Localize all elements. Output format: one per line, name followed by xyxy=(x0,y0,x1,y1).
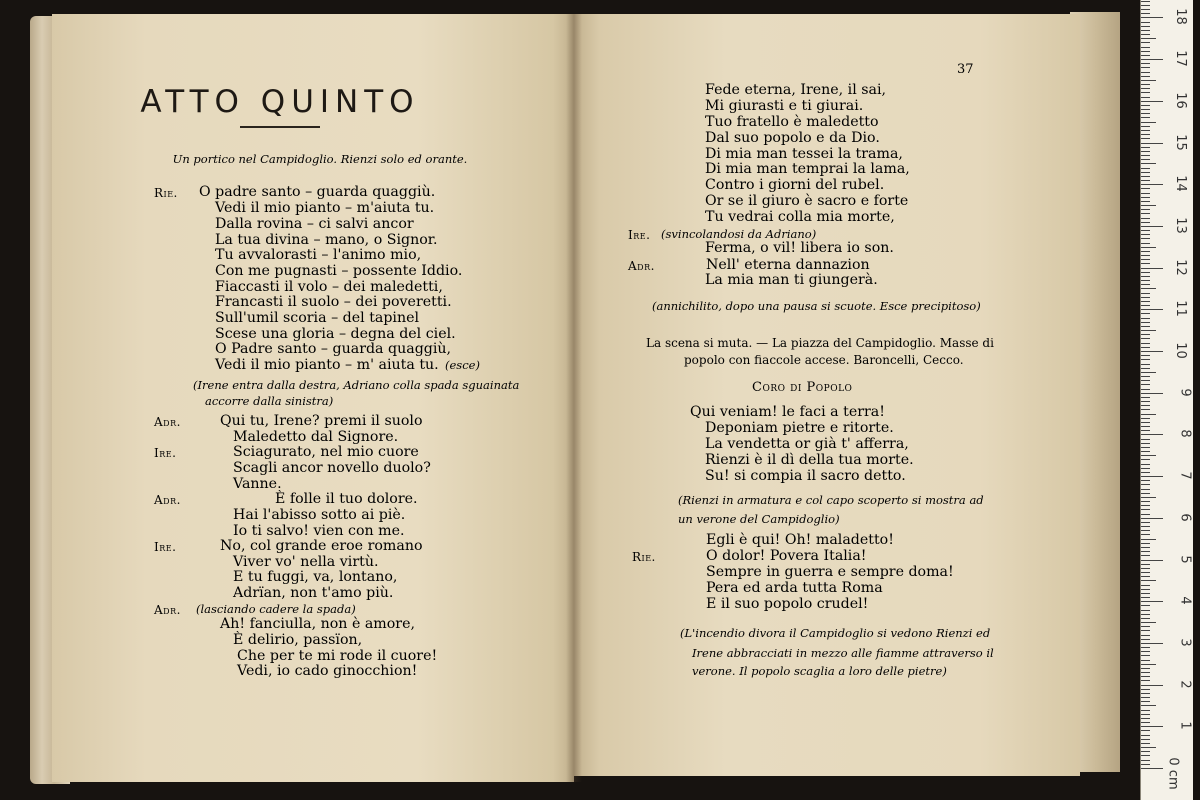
verse-line: Fede eterna, Irene, il sai, xyxy=(705,82,887,98)
ruler-tick xyxy=(1141,234,1150,235)
verse-line: Vanne. xyxy=(233,476,282,492)
verse-line: Scagli ancor novello duolo? xyxy=(233,460,431,476)
verse-line: Vedi il mio pianto – m'aiuta tu. xyxy=(215,200,435,216)
ruler-tick xyxy=(1141,113,1150,114)
ruler-tick xyxy=(1141,22,1150,23)
ruler-number: 11 xyxy=(1173,300,1189,318)
verse-line: E il suo popolo crudel! xyxy=(706,596,869,612)
ruler-tick xyxy=(1141,493,1150,494)
verse-line: Vedi il mio pianto – m' aiuta tu. xyxy=(215,357,439,373)
ruler-tick xyxy=(1141,338,1150,339)
ruler-tick xyxy=(1141,176,1150,177)
ruler-tick xyxy=(1141,284,1150,285)
ruler-number: 15 xyxy=(1173,133,1189,151)
ruler-tick xyxy=(1141,472,1150,473)
verse-line: Scese una gloria – degna del ciel. xyxy=(215,326,456,342)
ruler-tick xyxy=(1141,197,1150,198)
stage-direction: verone. Il popolo scaglia a loro delle pietre) xyxy=(692,664,947,678)
ruler-tick xyxy=(1141,42,1150,43)
ruler-tick xyxy=(1141,651,1150,652)
chorus-line: La vendetta or già t' afferra, xyxy=(705,436,909,452)
ruler-tick xyxy=(1141,209,1150,210)
ruler-tick xyxy=(1141,238,1150,239)
ruler-number: 13 xyxy=(1173,217,1189,234)
ruler-tick xyxy=(1141,718,1150,719)
ruler-tick xyxy=(1141,534,1150,535)
verse-line: Viver vo' nella virtù. xyxy=(233,554,379,570)
verse-line: La tua divina – mano, o Signor. xyxy=(215,232,438,248)
ruler-tick xyxy=(1141,101,1163,102)
ruler-tick xyxy=(1141,122,1156,123)
ruler-tick xyxy=(1141,30,1150,31)
ruler-tick xyxy=(1141,147,1150,148)
ruler-tick xyxy=(1141,188,1150,189)
ruler-tick xyxy=(1141,155,1150,156)
ruler-tick xyxy=(1141,726,1163,727)
ruler-tick xyxy=(1141,364,1150,365)
ruler-tick xyxy=(1141,509,1150,510)
speaker-label: Adr. xyxy=(628,259,655,273)
ruler-tick xyxy=(1141,409,1150,410)
ruler-tick xyxy=(1141,143,1163,144)
ruler-tick xyxy=(1141,551,1150,552)
ruler-tick xyxy=(1141,34,1150,35)
ruler-tick xyxy=(1141,117,1150,118)
chorus-line: Qui veniam! le faci a terra! xyxy=(690,404,885,420)
ruler-tick xyxy=(1141,226,1163,227)
chorus-line: Rienzi è il dì della tua morte. xyxy=(705,452,914,468)
verse-line: Tu vedrai colla mia morte, xyxy=(705,209,895,225)
verse-line: Hai l'abisso sotto ai piè. xyxy=(233,507,406,523)
ruler-tick xyxy=(1141,564,1150,565)
verse-line: Egli è qui! Oh! maladetto! xyxy=(706,532,894,548)
verse-line: Di mia man tessei la trama, xyxy=(705,146,903,162)
ruler-tick xyxy=(1141,643,1163,644)
ruler-tick xyxy=(1141,522,1150,523)
ruler-tick xyxy=(1141,655,1150,656)
verse-line: Adrïan, non t'amo più. xyxy=(233,585,394,601)
ruler-tick xyxy=(1141,426,1150,427)
speaker-label: Ire. xyxy=(154,446,177,460)
ruler-tick xyxy=(1141,105,1150,106)
ruler-tick xyxy=(1141,92,1150,93)
ruler-tick xyxy=(1141,739,1150,740)
title-ornament-rule xyxy=(240,126,320,128)
ruler-tick xyxy=(1141,480,1150,481)
ruler-tick xyxy=(1141,380,1150,381)
verse-line: Che per te mi rode il cuore! xyxy=(237,648,438,664)
ruler-tick xyxy=(1141,88,1150,89)
ruler-tick xyxy=(1141,397,1150,398)
ruler-number: 6 xyxy=(1177,513,1193,522)
ruler-tick xyxy=(1141,639,1150,640)
ruler-tick xyxy=(1141,489,1150,490)
ruler-tick xyxy=(1141,184,1163,185)
verse-line: O dolor! Povera Italia! xyxy=(706,548,867,564)
scene-change-line: popolo con fiaccole accese. Baroncelli, Cecco. xyxy=(684,353,964,367)
ruler-tick xyxy=(1141,376,1150,377)
ruler-tick xyxy=(1141,243,1150,244)
ruler-tick xyxy=(1141,351,1163,352)
ruler-number: 8 xyxy=(1177,429,1193,439)
ruler-tick xyxy=(1141,322,1150,323)
stage-direction: (lasciando cadere la spada) xyxy=(196,602,356,616)
verse-line: Ferma, o vil! libera io son. xyxy=(705,240,894,256)
ruler-tick xyxy=(1141,705,1156,706)
ruler-tick xyxy=(1141,126,1150,127)
ruler-tick xyxy=(1141,434,1163,435)
ruler-tick xyxy=(1141,701,1150,702)
ruler-tick xyxy=(1141,272,1150,273)
ruler-tick xyxy=(1141,451,1150,452)
ruler-tick xyxy=(1141,722,1150,723)
ruler-tick xyxy=(1141,555,1150,556)
ruler-tick xyxy=(1141,576,1150,577)
ruler-tick xyxy=(1141,484,1150,485)
ruler-tick xyxy=(1141,630,1150,631)
ruler-number: 18 xyxy=(1173,8,1189,26)
ruler-tick xyxy=(1141,760,1150,761)
ruler-tick xyxy=(1141,330,1156,331)
page-number: 37 xyxy=(957,62,974,77)
ruler-tick xyxy=(1141,697,1150,698)
ruler-tick xyxy=(1141,464,1150,465)
ruler-tick xyxy=(1141,193,1150,194)
ruler-tick xyxy=(1141,213,1150,214)
ruler-number: 16 xyxy=(1173,92,1189,109)
ruler-tick xyxy=(1141,276,1150,277)
ruler-tick xyxy=(1141,414,1156,415)
act-title: ATTO QUINTO xyxy=(140,84,420,120)
ruler-tick xyxy=(1141,647,1150,648)
ruler-tick xyxy=(1141,730,1150,731)
verse-line: È folle il tuo dolore. xyxy=(275,491,418,507)
stage-direction: (esce) xyxy=(445,358,480,372)
ruler-tick xyxy=(1141,518,1163,519)
speaker-label: Adr. xyxy=(154,493,181,507)
verse-line: Dalla rovina – ci salvi ancor xyxy=(215,216,414,232)
ruler-tick xyxy=(1141,159,1150,160)
ruler-tick xyxy=(1141,747,1156,748)
ruler-tick xyxy=(1141,372,1156,373)
ruler-tick xyxy=(1141,51,1150,52)
ruler-tick xyxy=(1141,222,1150,223)
verse-line: Vedi, io cado ginocchion! xyxy=(237,663,418,679)
ruler-tick xyxy=(1141,505,1150,506)
ruler-tick xyxy=(1141,163,1156,164)
chorus-line: Deponiam pietre e ritorte. xyxy=(705,420,894,436)
verse-line: E tu fuggi, va, lontano, xyxy=(233,569,398,585)
verse-line: La mia man ti giungerà. xyxy=(705,272,878,288)
ruler-tick xyxy=(1141,418,1150,419)
ruler-tick xyxy=(1141,393,1163,394)
ruler-tick xyxy=(1141,610,1150,611)
stage-direction: (Rienzi in armatura e col capo scoperto si mostra ad xyxy=(678,493,984,507)
ruler-tick xyxy=(1141,422,1150,423)
ruler-tick xyxy=(1141,355,1150,356)
ruler-number: 10 xyxy=(1173,342,1189,359)
ruler-tick xyxy=(1141,80,1156,81)
stage-direction: accorre dalla sinistra) xyxy=(205,394,334,408)
verse-line: Nell' eterna dannazion xyxy=(706,257,870,273)
ruler-tick xyxy=(1141,134,1150,135)
scene-description: Un portico nel Campidoglio. Rienzi solo ed orante. xyxy=(172,152,468,166)
ruler-number: 7 xyxy=(1177,471,1193,480)
ruler-tick xyxy=(1141,710,1150,711)
ruler-tick xyxy=(1141,288,1156,289)
ruler-tick xyxy=(1141,63,1150,64)
ruler-tick xyxy=(1141,572,1150,573)
ruler-tick xyxy=(1141,605,1150,606)
scene-change-line: La scena si muta. — La piazza del Campidoglio. Masse di xyxy=(646,336,994,350)
ruler-tick xyxy=(1141,389,1150,390)
ruler-tick xyxy=(1141,501,1150,502)
speaker-label: Rie. xyxy=(154,186,178,200)
ruler-tick xyxy=(1141,97,1150,98)
book-gutter xyxy=(566,14,582,782)
ruler-tick xyxy=(1141,635,1150,636)
verse-line: O Padre santo – guarda quaggiù, xyxy=(215,341,452,357)
verse-line: Pera ed arda tutta Roma xyxy=(706,580,883,596)
ruler-tick xyxy=(1141,768,1163,769)
ruler-tick xyxy=(1141,439,1150,440)
ruler-number: 9 xyxy=(1177,388,1193,397)
ruler-tick xyxy=(1141,109,1150,110)
ruler-tick xyxy=(1141,205,1156,206)
ruler-tick xyxy=(1141,714,1150,715)
ruler-number: 1 xyxy=(1177,721,1193,730)
measurement-ruler xyxy=(1140,0,1193,800)
ruler-tick xyxy=(1141,5,1150,6)
ruler-tick xyxy=(1141,326,1150,327)
stage-direction: (annichilito, dopo una pausa si scuote. Esce precipitoso) xyxy=(652,299,981,313)
ruler-tick xyxy=(1141,263,1150,264)
ruler-tick xyxy=(1141,26,1150,27)
stage-direction: Irene abbracciati in mezzo alle fiamme attraverso il xyxy=(692,646,994,660)
ruler-tick xyxy=(1141,268,1163,269)
ruler-tick xyxy=(1141,597,1150,598)
ruler-tick xyxy=(1141,359,1150,360)
ruler-tick xyxy=(1141,47,1150,48)
ruler-tick xyxy=(1141,626,1150,627)
verse-line: Sempre in guerra e sempre doma! xyxy=(706,564,954,580)
verse-line: Con me pugnasti – possente Iddio. xyxy=(215,263,463,279)
ruler-tick xyxy=(1141,17,1163,18)
ruler-tick xyxy=(1141,13,1150,14)
ruler-tick xyxy=(1141,526,1150,527)
ruler-tick xyxy=(1141,301,1150,302)
ruler-number: 3 xyxy=(1177,638,1193,647)
speaker-label: Adr. xyxy=(154,415,181,429)
verse-line: Sull'umil scoria – del tapinel xyxy=(215,310,420,326)
ruler-tick xyxy=(1141,430,1150,431)
ruler-number: 14 xyxy=(1173,175,1189,192)
ruler-tick xyxy=(1141,67,1150,68)
ruler-tick xyxy=(1141,447,1150,448)
ruler-tick xyxy=(1141,743,1150,744)
ruler-tick xyxy=(1141,459,1150,460)
ruler-tick xyxy=(1141,230,1150,231)
ruler-tick xyxy=(1141,764,1150,765)
verse-line: Ah! fanciulla, non è amore, xyxy=(220,616,415,632)
speaker-label: Ire. xyxy=(628,228,651,242)
ruler-tick xyxy=(1141,568,1150,569)
ruler-tick xyxy=(1141,130,1150,131)
ruler-number: 2 xyxy=(1177,679,1193,689)
verse-line: Io ti salvo! vien con me. xyxy=(233,523,405,539)
verse-line: Mi giurasti e ti giurai. xyxy=(705,98,864,114)
ruler-tick xyxy=(1141,539,1156,540)
verse-line: Tu avvalorasti – l'animo mio, xyxy=(215,247,422,263)
ruler-tick xyxy=(1141,664,1156,665)
ruler-tick xyxy=(1141,618,1150,619)
ruler-tick xyxy=(1141,84,1150,85)
ruler-tick xyxy=(1141,476,1163,477)
ruler-tick xyxy=(1141,622,1156,623)
verse-line: È delirio, passïon, xyxy=(233,632,363,648)
ruler-tick xyxy=(1141,676,1150,677)
speaker-label: Adr. xyxy=(154,603,181,617)
ruler-tick xyxy=(1141,751,1150,752)
ruler-tick xyxy=(1141,55,1150,56)
ruler-tick xyxy=(1141,693,1150,694)
verse-line: O padre santo – guarda quaggiù. xyxy=(199,184,436,200)
ruler-tick xyxy=(1141,347,1150,348)
stage-direction: un verone del Campidoglio) xyxy=(678,512,840,526)
ruler-tick xyxy=(1141,218,1150,219)
ruler-tick xyxy=(1141,601,1163,602)
ruler-number: 12 xyxy=(1173,258,1189,276)
ruler-tick xyxy=(1141,172,1150,173)
ruler-tick xyxy=(1141,138,1150,139)
verse-line: Sciagurato, nel mio cuore xyxy=(233,444,419,460)
verse-line: Contro i giorni del rubel. xyxy=(705,177,885,193)
ruler-tick xyxy=(1141,585,1150,586)
verse-line: Qui tu, Irene? premi il suolo xyxy=(220,413,423,429)
stage-direction: (svincolandosi da Adriano) xyxy=(661,227,817,241)
ruler-tick xyxy=(1141,384,1150,385)
ruler-tick xyxy=(1141,560,1163,561)
stage-direction: (Irene entra dalla destra, Adriano colla spada sguainata xyxy=(193,378,520,392)
ruler-tick xyxy=(1141,38,1156,39)
chorus-heading: Coro di Popolo xyxy=(752,380,853,395)
ruler-tick xyxy=(1141,72,1150,73)
verse-line: Di mia man temprai la lama, xyxy=(705,161,910,177)
ruler-tick xyxy=(1141,293,1150,294)
ruler-tick xyxy=(1141,1,1150,2)
ruler-tick xyxy=(1141,755,1150,756)
ruler-tick xyxy=(1141,247,1156,248)
verse-line: Maledetto dal Signore. xyxy=(233,429,399,445)
ruler-tick xyxy=(1141,443,1150,444)
verse-line: Tuo fratello è maledetto xyxy=(705,114,879,130)
ruler-tick xyxy=(1141,401,1150,402)
ruler-tick xyxy=(1141,685,1163,686)
ruler-number: 5 xyxy=(1177,554,1193,564)
ruler-tick xyxy=(1141,680,1150,681)
ruler-tick xyxy=(1141,59,1163,60)
ruler-number: 4 xyxy=(1177,596,1193,605)
ruler-tick xyxy=(1141,514,1150,515)
ruler-tick xyxy=(1141,660,1150,661)
ruler-tick xyxy=(1141,76,1150,77)
ruler-tick xyxy=(1141,530,1150,531)
ruler-tick xyxy=(1141,309,1163,310)
ruler-tick xyxy=(1141,735,1150,736)
ruler-tick xyxy=(1141,305,1150,306)
verse-line: No, col grande eroe romano xyxy=(220,538,423,554)
ruler-tick xyxy=(1141,151,1150,152)
ruler-tick xyxy=(1141,313,1150,314)
ruler-tick xyxy=(1141,405,1150,406)
ruler-tick xyxy=(1141,368,1150,369)
ruler-tick xyxy=(1141,259,1150,260)
ruler-tick xyxy=(1141,180,1150,181)
ruler-tick xyxy=(1141,614,1150,615)
verse-line: Or se il giuro è sacro e forte xyxy=(705,193,909,209)
verse-line: Francasti il suolo – dei poveretti. xyxy=(215,294,452,310)
ruler-tick xyxy=(1141,672,1150,673)
ruler-tick xyxy=(1141,668,1150,669)
ruler-tick xyxy=(1141,497,1156,498)
verse-line: Fiaccasti il volo – dei maledetti, xyxy=(215,279,443,295)
ruler-tick xyxy=(1141,318,1150,319)
ruler-tick xyxy=(1141,168,1150,169)
ruler-tick xyxy=(1141,343,1150,344)
ruler-unit-label: 0 cm xyxy=(1165,757,1181,790)
ruler-tick xyxy=(1141,9,1150,10)
ruler-tick xyxy=(1141,543,1150,544)
ruler-tick xyxy=(1141,255,1150,256)
ruler-tick xyxy=(1141,297,1150,298)
ruler-tick xyxy=(1141,455,1156,456)
ruler-tick xyxy=(1141,589,1150,590)
ruler-tick xyxy=(1141,593,1150,594)
ruler-tick xyxy=(1141,468,1150,469)
ruler-number: 17 xyxy=(1173,50,1189,67)
ruler-tick xyxy=(1141,580,1156,581)
ruler-tick xyxy=(1141,201,1150,202)
ruler-tick xyxy=(1141,547,1150,548)
ruler-tick xyxy=(1141,689,1150,690)
ruler-tick xyxy=(1141,334,1150,335)
ruler-tick xyxy=(1141,280,1150,281)
speaker-label: Ire. xyxy=(154,540,177,554)
verse-line: Dal suo popolo e da Dio. xyxy=(705,130,880,146)
speaker-label: Rie. xyxy=(632,550,656,564)
stage-direction: (L'incendio divora il Campidoglio si vedono Rienzi ed xyxy=(680,626,991,640)
chorus-line: Su! si compia il sacro detto. xyxy=(705,468,906,484)
ruler-tick xyxy=(1141,251,1150,252)
